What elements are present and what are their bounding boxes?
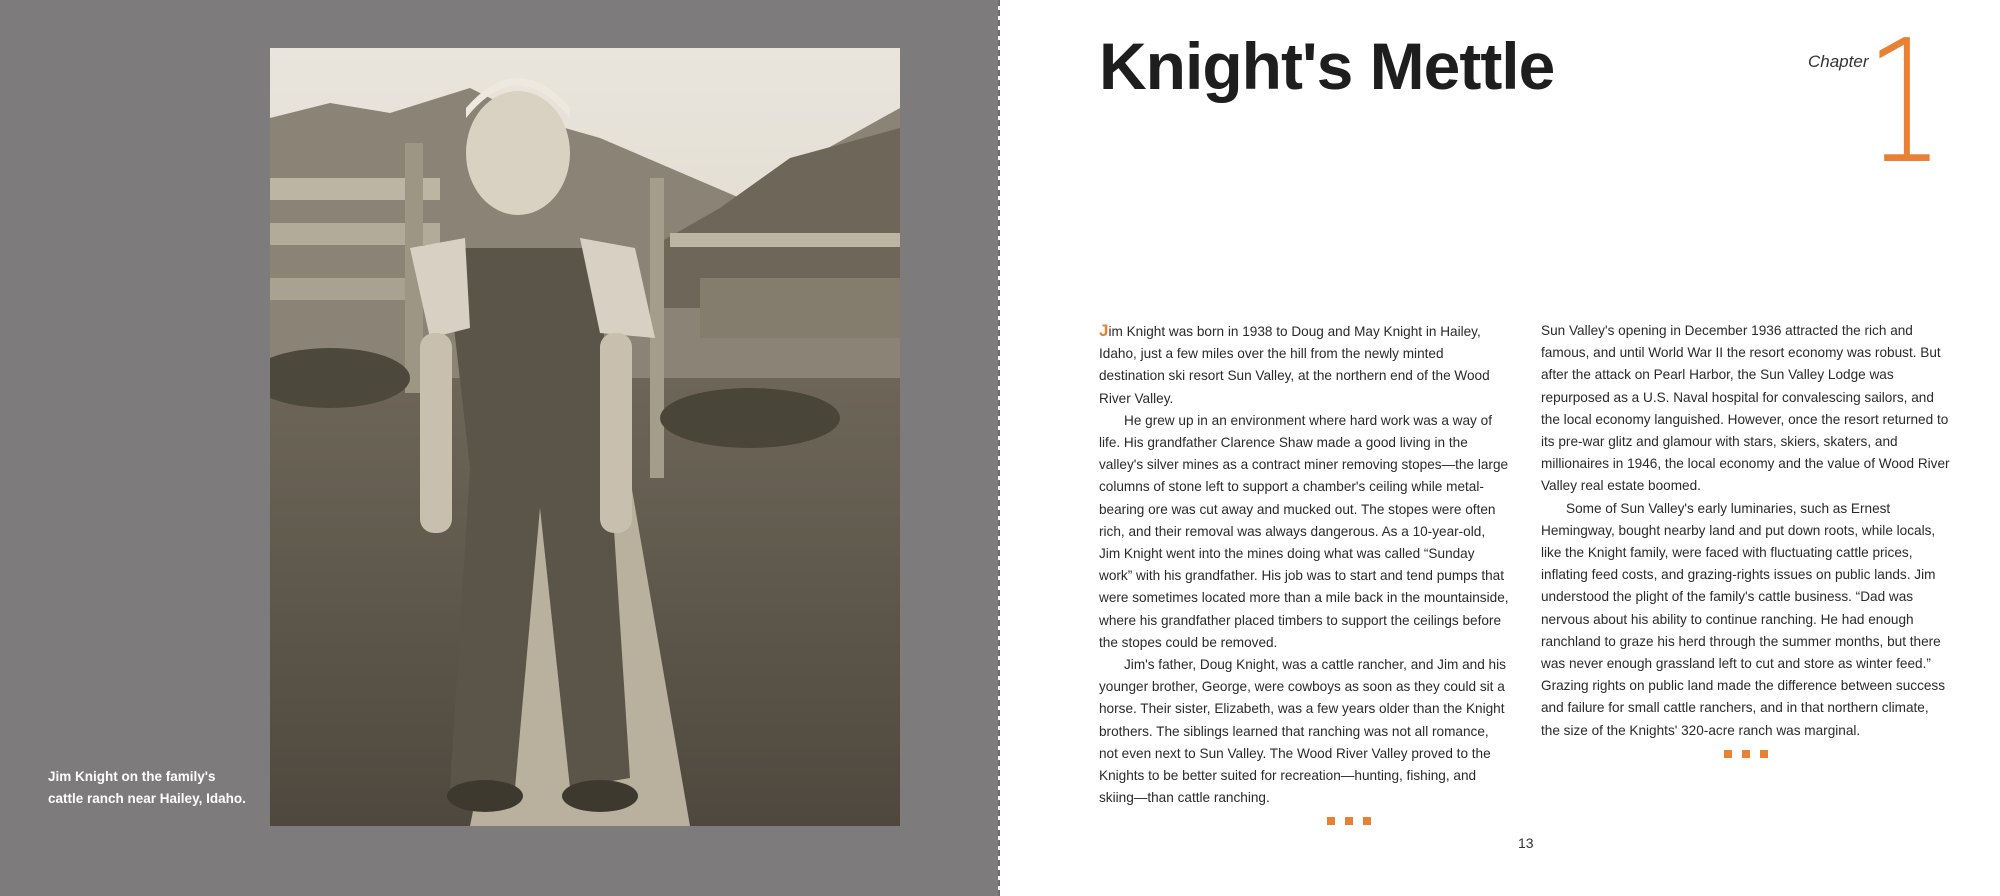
section-end-ornament: [1541, 750, 1951, 758]
right-page: [1000, 0, 2000, 896]
chapter-title: Knight's Mettle: [1099, 29, 1555, 103]
section-end-ornament: [1189, 817, 1509, 825]
paragraph: He grew up in an environment where hard work was a way of life. His grandfather Clarence Shaw made a good living in the valley's silver mines as a contract miner removing stopes—the large columns of stone left to support a chamber's ceiling while metal-bearing ore was cut away and mucked out. The stopes were often rich, and their removal was always dangerous. As a 10-year-old, Jim Knight went into the mines doing what was called “Sunday work” with his grandfather. His job was to start and tend pumps that were sometimes located more than a mile back in the mountainside, where his grandfather placed timbers to support the ceilings before the stopes could be removed.: [1099, 412, 1509, 650]
left-page: [0, 0, 998, 896]
paragraph: Jim's father, Doug Knight, was a cattle rancher, and Jim and his younger brother, George, were cowboys as soon as they could sit a horse. Their sister, Elizabeth, was a few years older than the Knight brothers. The siblings learned that ranching was not all romance, not even next to Sun Valley. The Wood River Valley proved to the Knights to be better suited for recreation—hunting, fishing, and skiing—than cattle ranching.: [1099, 657, 1506, 806]
chapter-label: Chapter: [1808, 52, 1869, 71]
text-column-left: [1099, 320, 1509, 825]
text-column-right: [1541, 320, 1951, 758]
paragraph: Sun Valley's opening in December 1936 attracted the rich and famous, and until World War II the resort economy was robust. But after the attack on Pearl Harbor, the Sun Valley Lodge was repurposed as a U.S. Naval hospital for convalescing sailors, and the local economy languished. However, once the resort returned to its pre-war glitz and glamour with stars, skiers, skaters, and millionaires in 1946, the local economy and the value of Wood River Valley real estate boomed.: [1541, 323, 1950, 494]
paragraph-text: im Knight was born in 1938 to Doug and May Knight in Hailey, Idaho, just a few miles over the hill from the newly minted destination ski resort Sun Valley, at the northern end of the Wood River Valley.: [1099, 324, 1490, 406]
photo-caption: Jim Knight on the family's cattle ranch near Hailey, Idaho.: [48, 769, 246, 806]
sepia-photograph-illustration: [270, 48, 900, 826]
chapter-number: 1: [1866, 4, 1944, 202]
paragraph: Some of Sun Valley's early luminaries, such as Ernest Hemingway, bought nearby land and put down roots, while locals, like the Knight family, were faced with fluctuating cattle prices, inflating feed costs, and grazing-rights issues on public lands. Jim understood the plight of the family's cattle business. “Dad was nervous about his ability to continue ranching. He had enough ranchland to graze his herd through the summer months, but there was never enough grassland left to cut and store as winter feed.” Grazing rights on public land made the difference between success and failure for small cattle ranchers, and in that northern climate, the size of the Knights' 320-acre ranch was marginal.: [1541, 500, 1946, 738]
drop-cap: J: [1099, 321, 1109, 340]
boy-in-overalls-photo: [270, 48, 900, 826]
paragraph: [1099, 320, 1509, 410]
page-number: 13: [1518, 835, 1534, 851]
